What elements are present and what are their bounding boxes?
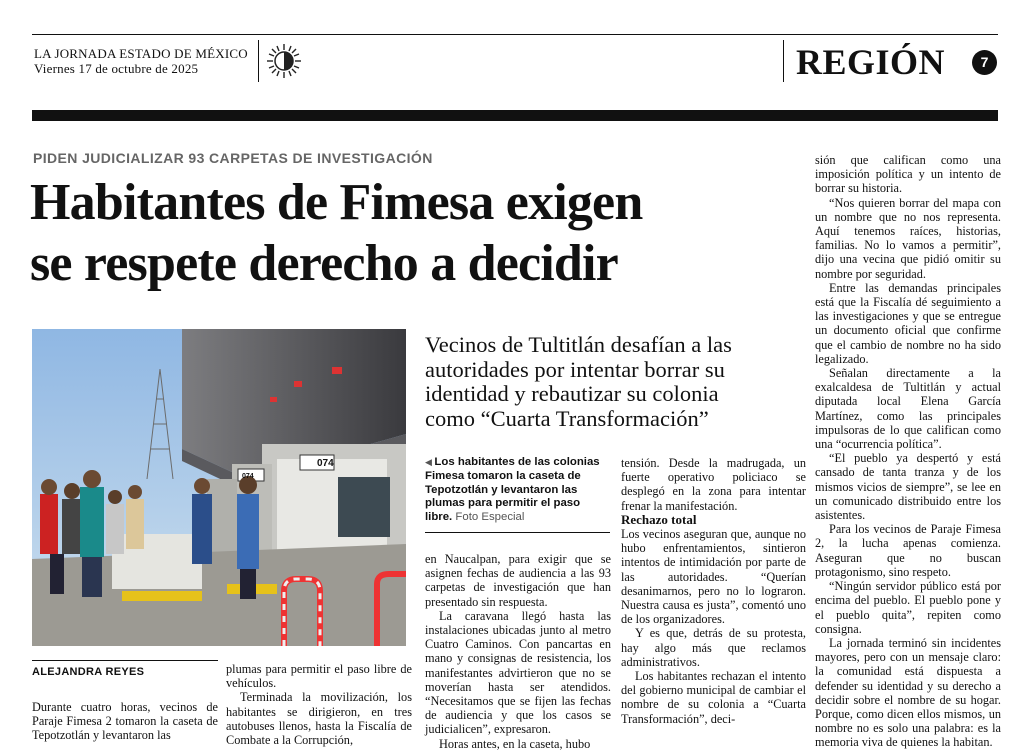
section-title: REGIÓN xyxy=(796,42,946,82)
paragraph: “El pueblo ya despertó y está cansado de tanta tranza y de los mismos vicios de siempre”, se lee en un comunicado distribuido entre los asistentes. xyxy=(815,451,1001,523)
paragraph: “Ningún servidor público está por encima del pueblo. El pueblo pone y el pueblo quita”, repiten como consigna. xyxy=(815,579,1001,636)
paper-name: LA JORNADA ESTADO DE MÉXICO xyxy=(34,46,248,61)
sun-logo-icon xyxy=(265,42,303,80)
masthead-thick-rule xyxy=(32,110,998,121)
masthead xyxy=(0,0,1024,120)
page-number: 7 xyxy=(980,54,989,70)
paragraph: Para los vecinos de Paraje Fimesa 2, la lucha apenas comienza. Aseguran que no buscan protagonismo, sino respeto. xyxy=(815,522,1001,579)
article-photo xyxy=(32,329,406,646)
headline-line-2: se respete derecho a decidir xyxy=(30,235,618,292)
booth-number-2: 074 xyxy=(242,473,254,480)
caption-rule xyxy=(425,532,610,533)
body-column-3 xyxy=(425,552,611,751)
paragraph: “Nos quieren borrar del mapa con un nombre que no nos representa. Aquí tenemos raíces, historias, familias. No lo vamos a permitir”, dijo una vecina que pidió omitir su nombre por seguridad. xyxy=(815,195,1001,281)
byline: ALEJANDRA REYES xyxy=(32,666,145,678)
masthead-divider xyxy=(258,40,259,82)
masthead-top-rule xyxy=(32,34,998,35)
paragraph: sión que califican como una imposición política y un intento de borrar su historia. xyxy=(815,153,1001,196)
photo-caption xyxy=(425,456,610,525)
caption-arrow-icon: ◀ xyxy=(425,457,435,467)
section-divider xyxy=(783,40,784,82)
body-column-2 xyxy=(226,662,412,747)
page-number-badge xyxy=(972,50,997,75)
paragraph: plumas para permitir el paso libre de vehículos. xyxy=(226,662,412,691)
caption-text: Los habitantes de las colonias Fimesa tomaron la caseta de Tepotzotlán y levantaron las plumas para permitir el paso libre. xyxy=(425,456,600,524)
paragraph: La caravana llegó hasta las instalaciones ubicadas junto al metro Cuatro Caminos. Con pancartas en mano y consignas de resistencia, los manifestantes advirtieron que no se moverían hasta ser atendidos. “Necesitamos que se fijen las fechas de audiencia y que los casos se judicialicen”, expresaron. xyxy=(425,608,611,737)
byline-rule xyxy=(32,660,218,661)
paragraph: Los vecinos aseguran que, aunque no hubo enfrentamientos, sintieron intentos de intimidación por parte de las autoridades. “Querían desanimarnos, pero no lo lograron. Nuestra causa es justa”, comentó uno de los organizadores. xyxy=(621,527,806,627)
issue-date: Viernes 17 de octubre de 2025 xyxy=(34,61,199,76)
paragraph: Los habitantes rechazan el intento del gobierno municipal de cambiar el nombre de su colonia a “Cuarta Transformación”, deci- xyxy=(621,669,806,726)
kicker: PIDEN JUDICIALIZAR 93 CARPETAS DE INVESTIGACIÓN xyxy=(33,150,433,166)
body-column-5 xyxy=(815,153,1001,750)
headline-line-1: Habitantes de Fimesa exigen xyxy=(30,174,643,231)
paragraph: tensión. Desde la madrugada, un fuerte operativo policiaco se desplegó en la zona para intentar frenar la manifestación. xyxy=(621,456,806,513)
paragraph: Entre las demandas principales está que la Fiscalía dé seguimiento a las investigaciones y que se entregue un documento oficial que confirme que el cambio de nombre no ha sido legalizado. xyxy=(815,280,1001,366)
body-column-1 xyxy=(32,700,218,743)
paragraph: Señalan directamente a la exalcaldesa de Tultitlán y actual diputada local Elena García Martínez, como las principales impulsoras de lo que califican como una “ocurrencia política”. xyxy=(815,366,1001,452)
paragraph: Horas antes, en la caseta, hubo xyxy=(439,736,591,751)
deck: Vecinos de Tultitlán desafían a las autoridades por intentar borrar su identidad y rebautizar su colonia como “Cuarta Transformación” xyxy=(425,332,732,431)
paragraph: Y es que, detrás de su protesta, hay algo más que reclamos administrativos. xyxy=(621,626,806,669)
booth-number-1: 074 xyxy=(317,458,334,469)
paragraph: Terminada la movilización, los habitantes se dirigieron, en tres autobuses llenos, hasta la Fiscalía de Combate a la Corrupción, xyxy=(226,690,412,748)
body-column-4 xyxy=(621,456,806,726)
subheading: Rechazo total xyxy=(621,511,697,527)
photo-credit: Foto Especial xyxy=(455,511,525,524)
paragraph: La jornada terminó sin incidentes mayores, pero con un mensaje claro: la comunidad está dispuesta a defender su identidad y su derecho a decidir sobre el nombre de su hogar. Porque, como dicen ellos mismos, un nombre no es solo una palabra: es la memoria viva de quienes la habitan. xyxy=(815,635,1001,750)
paragraph: Durante cuatro horas, vecinos de Paraje Fimesa 2 tomaron la caseta de Tepotzotlán y levantaron las xyxy=(32,700,218,743)
paragraph: en Naucalpan, para exigir que se asignen fechas de audiencia a las 93 carpetas de investigación que han presentado sin respuesta. xyxy=(425,552,611,609)
